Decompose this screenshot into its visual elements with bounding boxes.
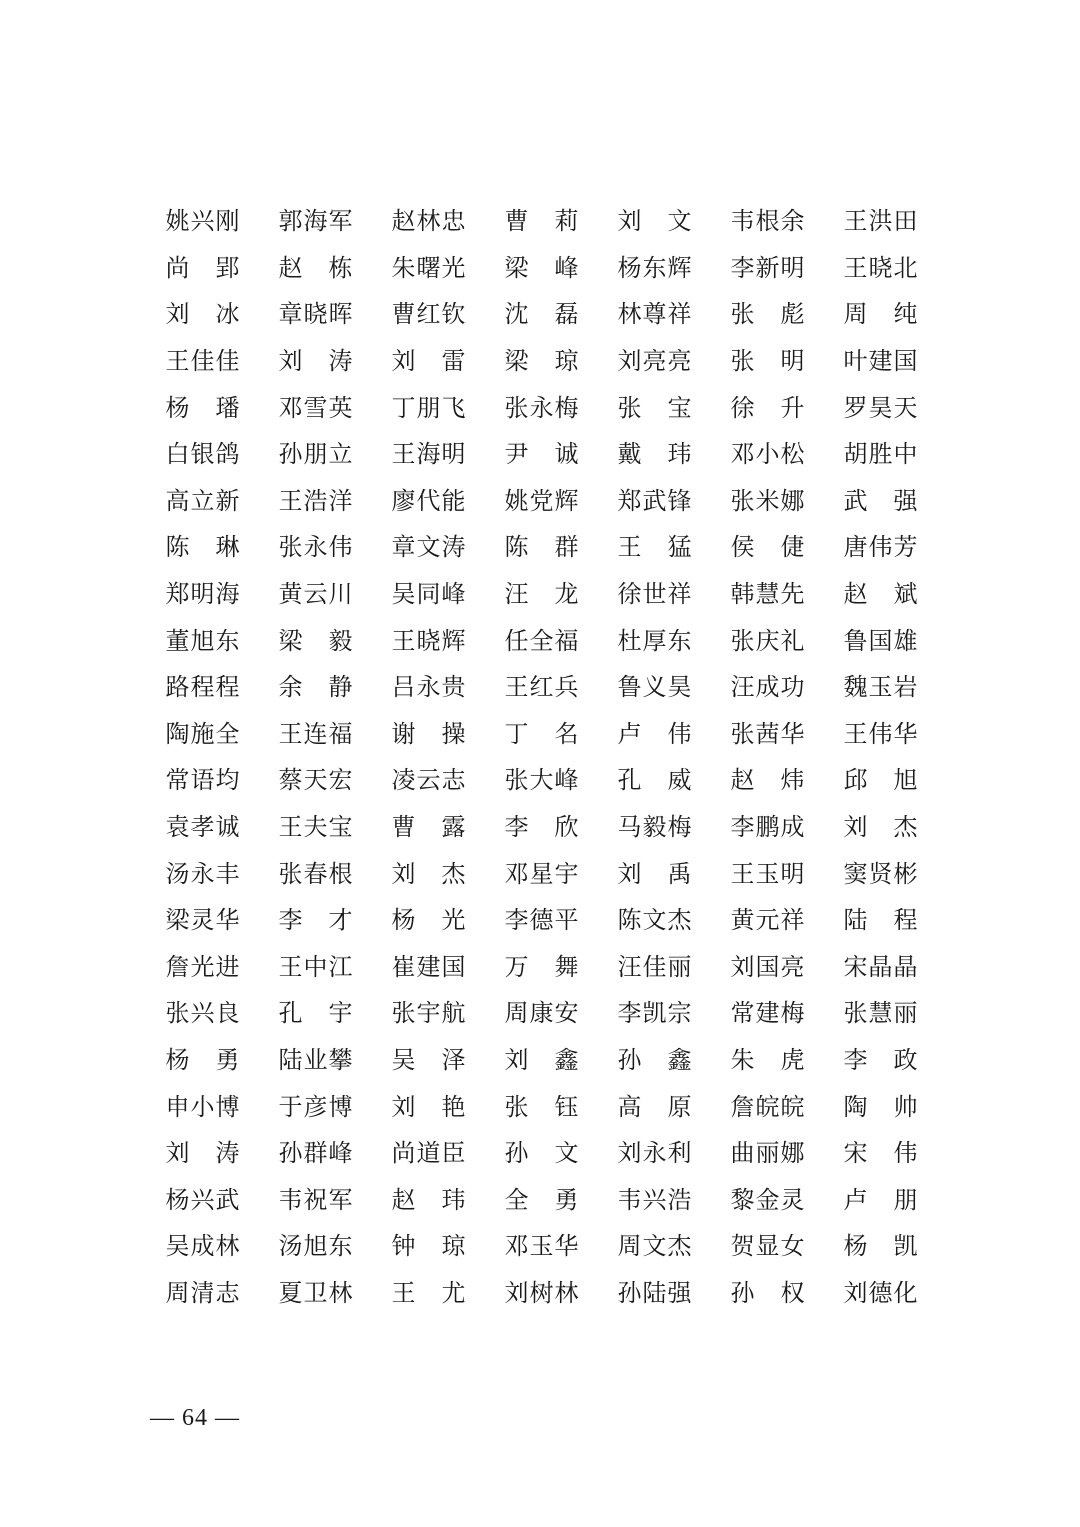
name-entry: 崔建国 [391,952,466,981]
name-entry: 李鹏成 [730,813,805,842]
name-entry: 魏玉岩 [843,673,918,702]
name-entry: 陈 琳 [165,533,240,562]
name-entry: 曹 莉 [504,207,579,236]
name-list-grid [165,198,925,1316]
name-entry: 邓星宇 [504,859,579,888]
name-entry: 邓玉华 [504,1232,579,1261]
name-entry: 汪成功 [730,673,805,702]
name-entry: 李 政 [843,1045,918,1074]
name-entry: 韦根余 [730,207,805,236]
name-entry: 王 猛 [617,533,692,562]
name-entry: 杨 凯 [843,1232,918,1261]
name-entry: 王晓辉 [391,626,466,655]
name-entry: 刘永利 [617,1139,692,1168]
name-row [165,1037,925,1084]
name-entry: 姚党辉 [504,486,579,515]
name-row [165,338,925,385]
name-entry: 孙陆强 [617,1278,692,1307]
name-entry: 邱 旭 [843,766,918,795]
name-entry: 邓小松 [730,440,805,469]
name-entry: 张宇航 [391,999,466,1028]
name-entry: 张永梅 [504,393,579,422]
name-entry: 刘 禹 [617,859,692,888]
name-entry: 宋晶晶 [843,952,918,981]
name-entry: 刘 涛 [278,347,353,376]
name-entry: 李凯宗 [617,999,692,1028]
name-entry: 陈文杰 [617,906,692,935]
name-entry: 朱 虎 [730,1045,805,1074]
name-entry: 詹光进 [165,952,240,981]
name-row [165,245,925,292]
name-entry: 袁孝诚 [165,813,240,842]
name-entry: 吕永贵 [391,673,466,702]
name-entry: 邓雪英 [278,393,353,422]
name-entry: 孙朋立 [278,440,353,469]
name-entry: 王中江 [278,952,353,981]
name-row [165,664,925,711]
name-entry: 孔 宇 [278,999,353,1028]
name-entry: 刘 杰 [391,859,466,888]
name-entry: 宋 伟 [843,1139,918,1168]
name-row [165,1083,925,1130]
name-entry: 马毅梅 [617,813,692,842]
name-entry: 张慧丽 [843,999,918,1028]
name-entry: 赵 炜 [730,766,805,795]
name-entry: 曹红钦 [391,300,466,329]
name-entry: 尚 郢 [165,253,240,282]
name-entry: 卢 伟 [617,719,692,748]
name-entry: 韦兴浩 [617,1185,692,1214]
name-entry: 赵 玮 [391,1185,466,1214]
name-entry: 刘 杰 [843,813,918,842]
name-entry: 徐 升 [730,393,805,422]
name-entry: 汪佳丽 [617,952,692,981]
name-entry: 刘 冰 [165,300,240,329]
name-entry: 董旭东 [165,626,240,655]
name-row [165,524,925,571]
name-row [165,757,925,804]
name-entry: 赵林忠 [391,207,466,236]
name-entry: 侯 倢 [730,533,805,562]
name-entry: 高立新 [165,486,240,515]
name-entry: 杨东辉 [617,253,692,282]
name-entry: 丁 名 [504,719,579,748]
name-entry: 王洪田 [843,207,918,236]
name-entry: 杜厚东 [617,626,692,655]
name-entry: 杨 光 [391,906,466,935]
name-entry: 刘 鑫 [504,1045,579,1074]
name-row [165,897,925,944]
name-entry: 张庆礼 [730,626,805,655]
name-entry: 汪 龙 [504,580,579,609]
name-row [165,198,925,245]
name-entry: 王浩洋 [278,486,353,515]
name-entry: 张春根 [278,859,353,888]
name-entry: 张大峰 [504,766,579,795]
name-entry: 夏卫林 [278,1278,353,1307]
name-entry: 刘亮亮 [617,347,692,376]
name-row [165,291,925,338]
name-entry: 刘国亮 [730,952,805,981]
name-entry: 张米娜 [730,486,805,515]
name-entry: 郑明海 [165,580,240,609]
name-entry: 叶建国 [843,347,918,376]
name-row [165,804,925,851]
name-entry: 朱曙光 [391,253,466,282]
name-entry: 武 强 [843,486,918,515]
name-entry: 韦祝军 [278,1185,353,1214]
name-entry: 谢 操 [391,719,466,748]
name-entry: 姚兴刚 [165,207,240,236]
name-entry: 蔡天宏 [278,766,353,795]
name-entry: 申小博 [165,1092,240,1121]
name-entry: 李新明 [730,253,805,282]
name-entry: 韩慧先 [730,580,805,609]
name-entry: 吴同峰 [391,580,466,609]
name-entry: 任全福 [504,626,579,655]
name-entry: 张 宝 [617,393,692,422]
name-row [165,384,925,431]
name-entry: 鲁国雄 [843,626,918,655]
name-entry: 沈 磊 [504,300,579,329]
page-number: — 64 — [150,1405,240,1431]
name-entry: 高 原 [617,1092,692,1121]
name-entry: 钟 琼 [391,1232,466,1261]
name-entry: 窦贤彬 [843,859,918,888]
name-entry: 罗昊天 [843,393,918,422]
name-entry: 黎金灵 [730,1185,805,1214]
name-entry: 王夫宝 [278,813,353,842]
name-row [165,850,925,897]
name-entry: 刘 涛 [165,1139,240,1168]
name-entry: 王红兵 [504,673,579,702]
name-entry: 汤永丰 [165,859,240,888]
name-entry: 王 尤 [391,1278,466,1307]
name-entry: 王伟华 [843,719,918,748]
name-entry: 王连福 [278,719,353,748]
name-entry: 全 勇 [504,1185,579,1214]
name-entry: 赵 斌 [843,580,918,609]
name-entry: 刘 文 [617,207,692,236]
name-entry: 唐伟芳 [843,533,918,562]
name-entry: 徐世祥 [617,580,692,609]
name-entry: 李 才 [278,906,353,935]
name-entry: 杨 勇 [165,1045,240,1074]
name-entry: 吴成林 [165,1232,240,1261]
name-entry: 王玉明 [730,859,805,888]
name-row [165,1270,925,1317]
name-entry: 李德平 [504,906,579,935]
name-entry: 孙 文 [504,1139,579,1168]
name-row [165,711,925,758]
name-entry: 刘树林 [504,1278,579,1307]
name-entry: 戴 玮 [617,440,692,469]
name-entry: 陈 群 [504,533,579,562]
name-entry: 凌云志 [391,766,466,795]
name-entry: 郑武锋 [617,486,692,515]
name-entry: 刘 艳 [391,1092,466,1121]
name-row [165,1176,925,1223]
name-entry: 路程程 [165,673,240,702]
name-row [165,431,925,478]
name-entry: 梁 毅 [278,626,353,655]
name-entry: 廖代能 [391,486,466,515]
name-entry: 常建梅 [730,999,805,1028]
name-entry: 万 舞 [504,952,579,981]
name-entry: 卢 朋 [843,1185,918,1214]
name-row [165,571,925,618]
name-row [165,478,925,525]
name-row [165,990,925,1037]
name-entry: 刘 雷 [391,347,466,376]
name-entry: 吴 泽 [391,1045,466,1074]
name-entry: 张 彪 [730,300,805,329]
name-entry: 赵 栋 [278,253,353,282]
name-entry: 胡胜中 [843,440,918,469]
name-entry: 孙群峰 [278,1139,353,1168]
name-entry: 李 欣 [504,813,579,842]
name-entry: 周康安 [504,999,579,1028]
name-entry: 陶 帅 [843,1092,918,1121]
name-entry: 于彦博 [278,1092,353,1121]
name-entry: 曲丽娜 [730,1139,805,1168]
name-entry: 孙 鑫 [617,1045,692,1074]
name-entry: 周 纯 [843,300,918,329]
name-entry: 梁 琼 [504,347,579,376]
name-entry: 林尊祥 [617,300,692,329]
name-entry: 张永伟 [278,533,353,562]
name-entry: 尚道臣 [391,1139,466,1168]
name-entry: 余 静 [278,673,353,702]
name-entry: 常语均 [165,766,240,795]
name-entry: 章文涛 [391,533,466,562]
name-entry: 鲁义昊 [617,673,692,702]
name-entry: 张兴良 [165,999,240,1028]
name-entry: 尹 诚 [504,440,579,469]
name-entry: 王晓北 [843,253,918,282]
name-entry: 刘德化 [843,1278,918,1307]
name-entry: 黄元祥 [730,906,805,935]
name-entry: 陆 程 [843,906,918,935]
name-entry: 梁 峰 [504,253,579,282]
name-entry: 周清志 [165,1278,240,1307]
name-entry: 张 明 [730,347,805,376]
name-entry: 汤旭东 [278,1232,353,1261]
name-entry: 郭海军 [278,207,353,236]
name-row [165,1223,925,1270]
name-entry: 周文杰 [617,1232,692,1261]
name-entry: 张茜华 [730,719,805,748]
name-entry: 张 钰 [504,1092,579,1121]
name-entry: 王佳佳 [165,347,240,376]
name-entry: 曹 露 [391,813,466,842]
name-entry: 杨兴武 [165,1185,240,1214]
name-entry: 章晓晖 [278,300,353,329]
name-entry: 詹皖皖 [730,1092,805,1121]
name-row [165,1130,925,1177]
name-entry: 陶施全 [165,719,240,748]
name-entry: 孙 权 [730,1278,805,1307]
name-entry: 孔 威 [617,766,692,795]
name-row [165,944,925,991]
name-entry: 王海明 [391,440,466,469]
name-row [165,617,925,664]
name-entry: 丁朋飞 [391,393,466,422]
name-entry: 贺显女 [730,1232,805,1261]
name-entry: 黄云川 [278,580,353,609]
name-entry: 梁灵华 [165,906,240,935]
name-entry: 杨 璠 [165,393,240,422]
name-entry: 白银鸽 [165,440,240,469]
name-entry: 陆业攀 [278,1045,353,1074]
